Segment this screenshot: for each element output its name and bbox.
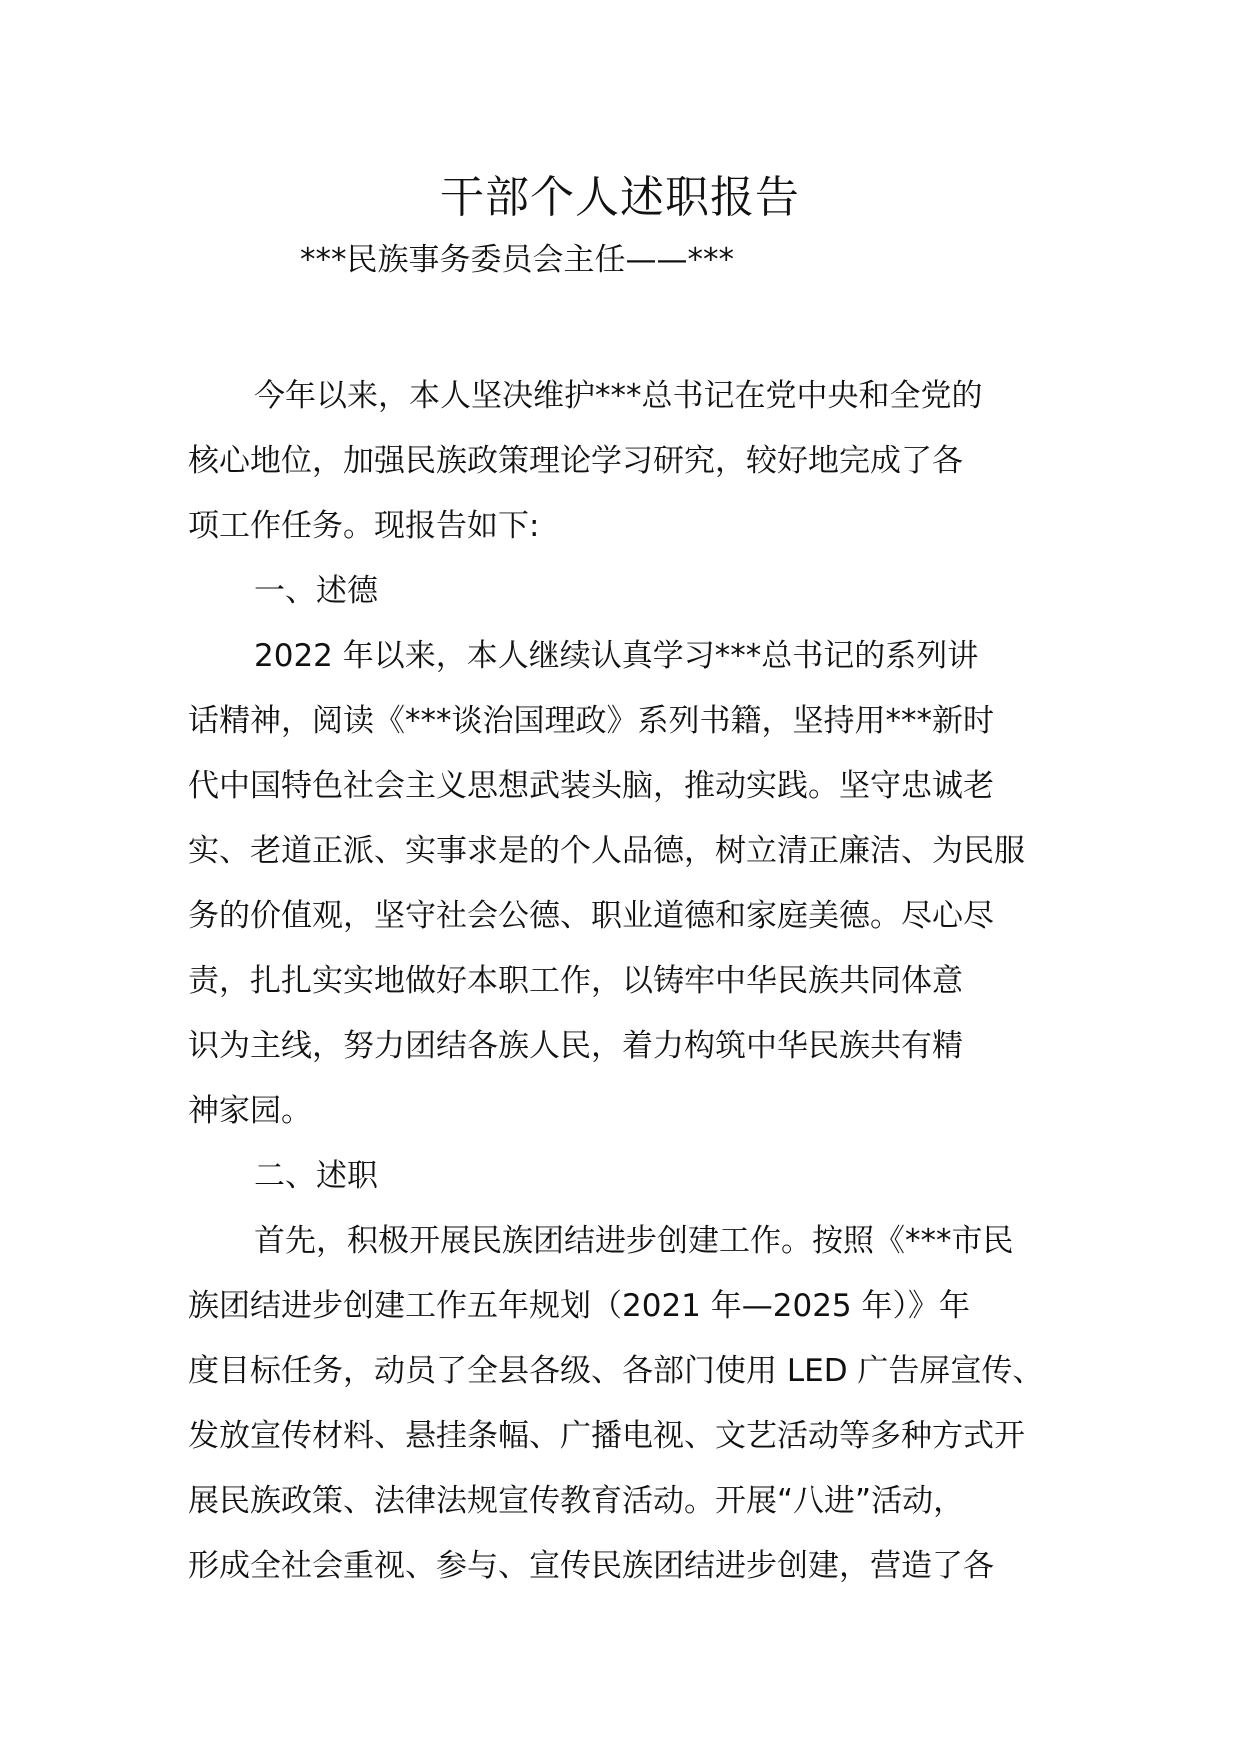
body-line: 发放宣传材料、悬挂条幅、广播电视、文艺活动等多种方式开: [188, 1418, 1025, 1454]
section-heading-morality: 一、述德: [254, 573, 378, 609]
document-title: 干部个人述职报告: [440, 172, 800, 223]
body-line: 族团结进步创建工作五年规划（2021 年—2025 年）》年: [188, 1288, 970, 1324]
body-line: 务的价值观，坚守社会公德、职业道德和家庭美德。尽心尽: [188, 898, 994, 934]
body-line: 识为主线，努力团结各族人民，着力构筑中华民族共有精: [188, 1028, 963, 1064]
body-line: 形成全社会重视、参与、宣传民族团结进步创建，营造了各: [188, 1548, 994, 1584]
body-line: 2022 年以来，本人继续认真学习***总书记的系列讲: [254, 638, 979, 674]
body-line: 话精神，阅读《***谈治国理政》系列书籍，坚持用***新时: [188, 703, 994, 739]
body-line: 度目标任务，动员了全县各级、各部门使用 LED 广告屏宣传、: [188, 1353, 1044, 1389]
body-line: 展民族政策、法律法规宣传教育活动。开展“八进”活动，: [188, 1483, 965, 1519]
body-line: 项工作任务。现报告如下:: [188, 508, 540, 544]
body-line: 责，扎扎实实地做好本职工作，以铸牢中华民族共同体意: [188, 963, 963, 999]
body-line: 代中国特色社会主义思想武装头脑，推动实践。坚守忠诚老: [188, 768, 994, 804]
document-subtitle: ***民族事务委员会主任——***: [300, 242, 734, 278]
body-line: 今年以来，本人坚决维护***总书记在党中央和全党的: [254, 378, 983, 414]
body-line: 首先，积极开展民族团结进步创建工作。按照《***市民: [254, 1223, 1014, 1259]
document-body: [188, 364, 1068, 1599]
body-line: 实、老道正派、实事求是的个人品德，树立清正廉洁、为民服: [188, 833, 1025, 869]
body-line: 神家园。: [188, 1093, 312, 1129]
body-line: 核心地位，加强民族政策理论学习研究，较好地完成了各: [188, 443, 963, 479]
section-heading-duties: 二、述职: [254, 1158, 378, 1194]
